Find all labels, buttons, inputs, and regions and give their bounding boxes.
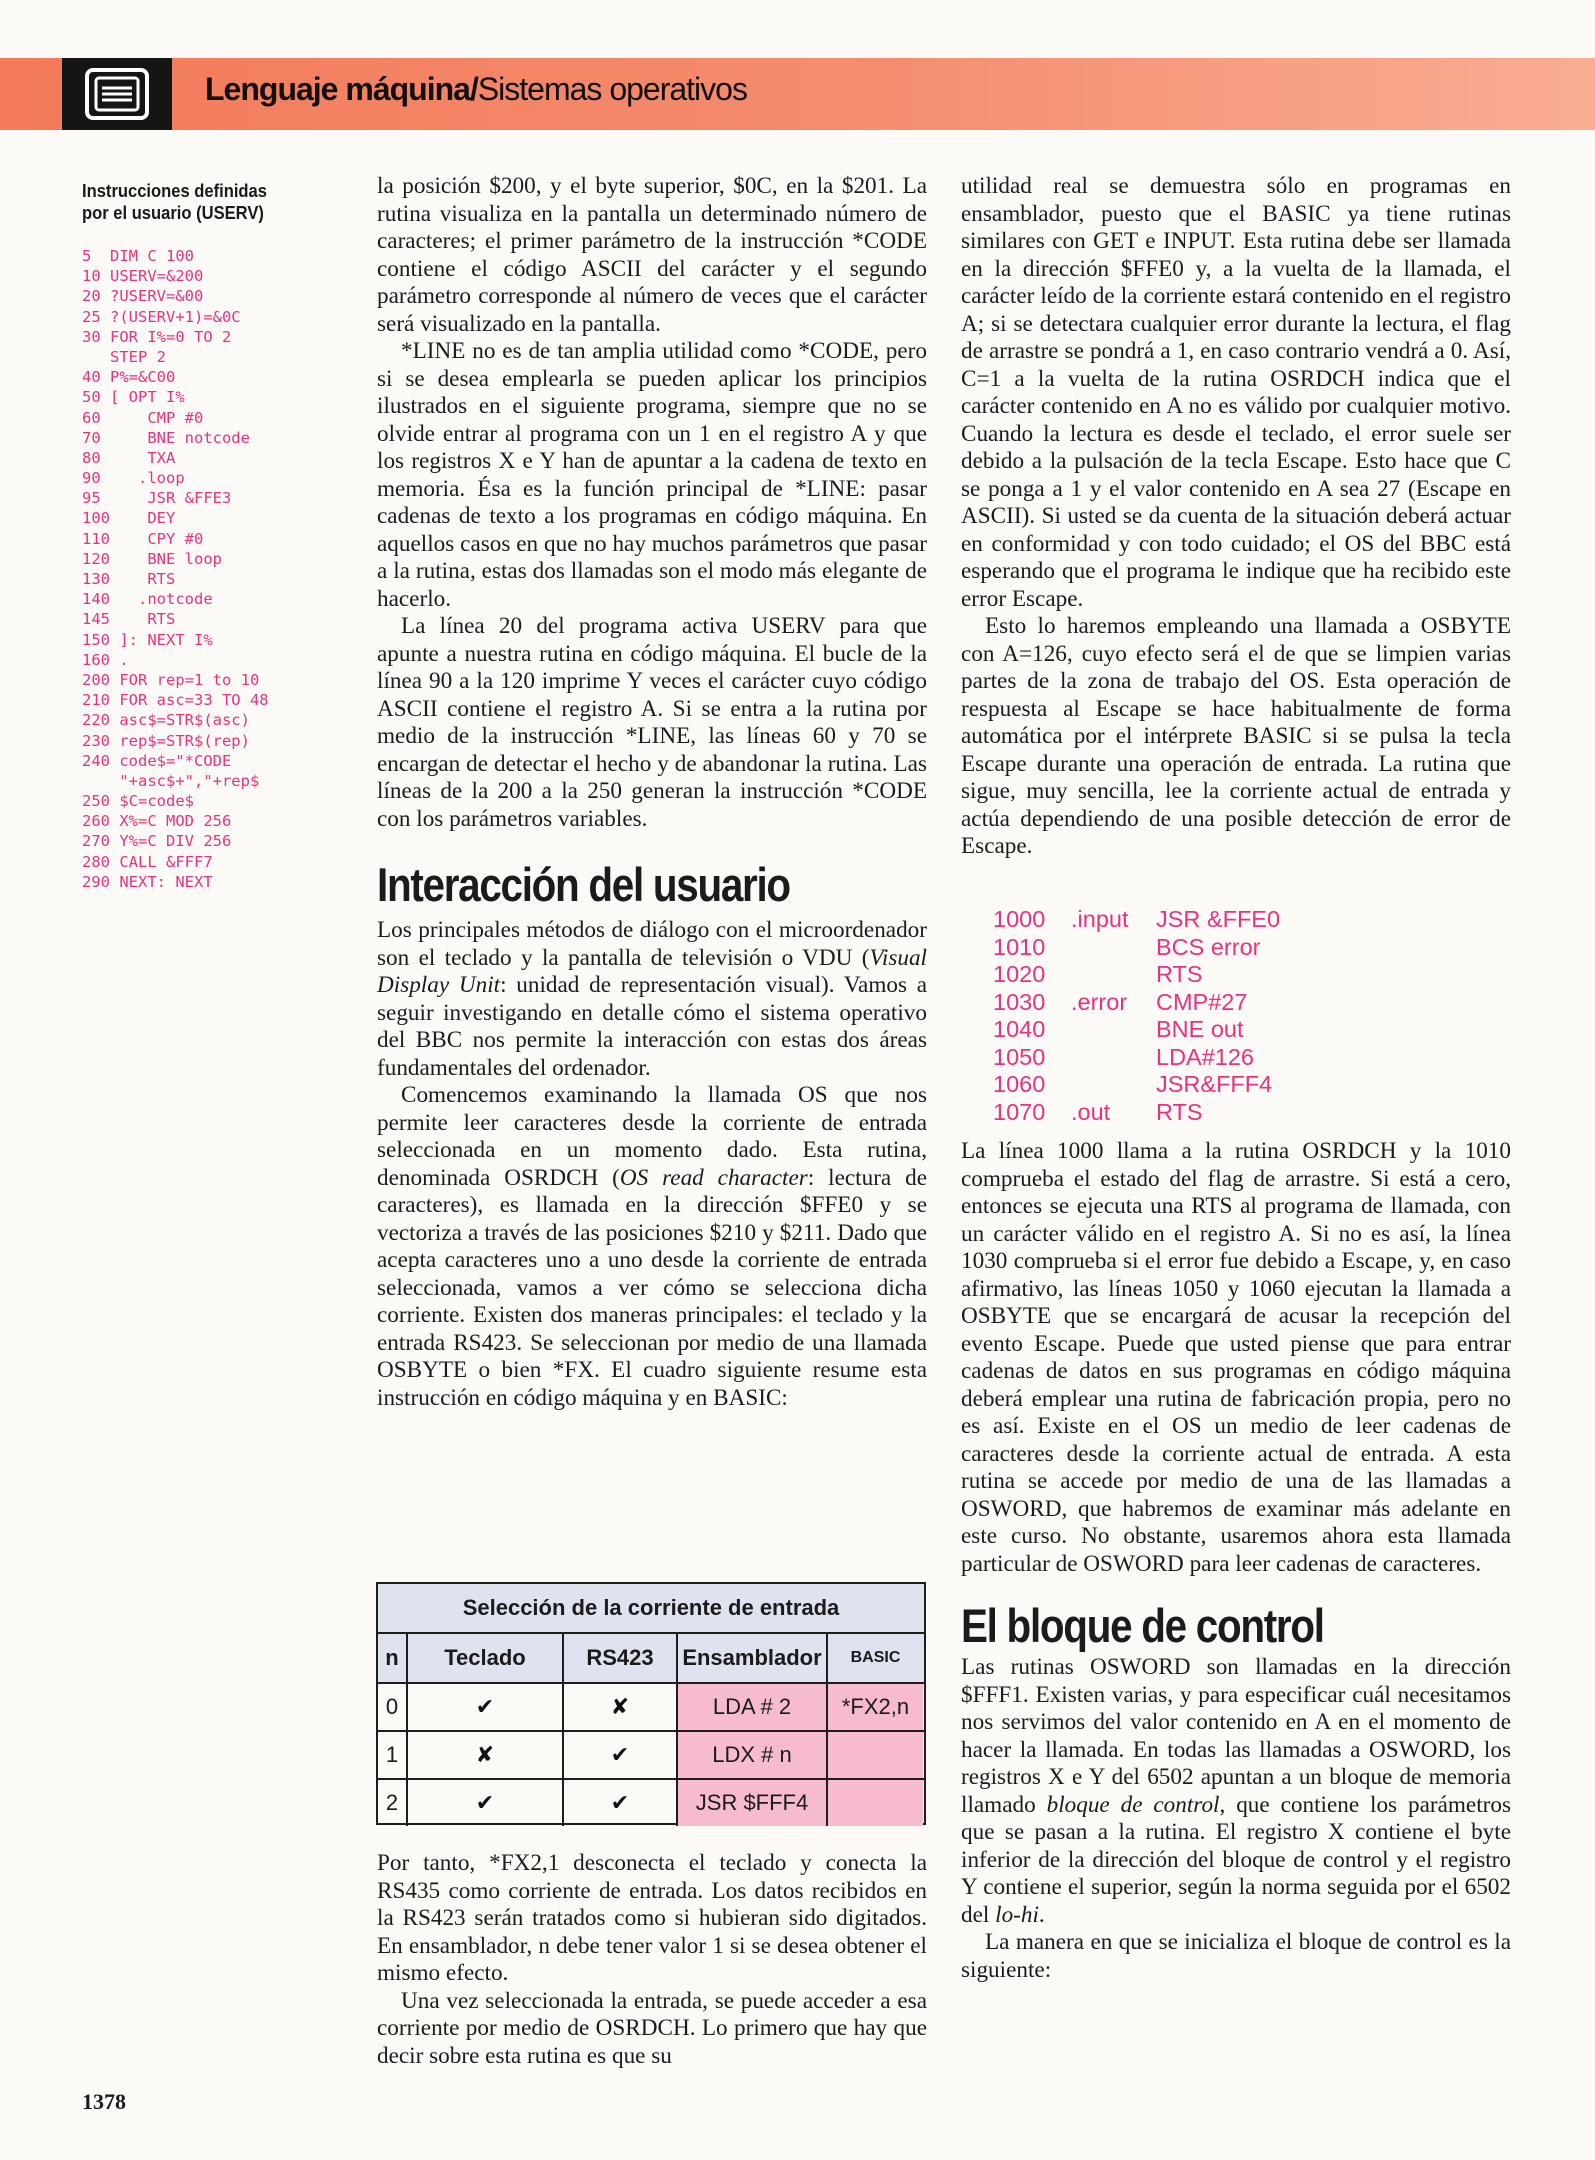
code-line: 20 ?USERV=&00 [82, 287, 204, 306]
paragraph: Los principales métodos de diálogo con el microordenador son el teclado y la pantalla de televisión o VDU (Visual Display Unit: unidad de representación visual). Vamos a seguir investigando en detalle cómo el sistema operativo del BBC nos permite la interacción con estas dos áreas fundamentales del ordenador. [377, 917, 927, 1081]
table-header-row [378, 1634, 924, 1684]
asm-label [1071, 1016, 1156, 1044]
asm-num: 1000 [993, 906, 1046, 932]
code-line: 80 TXA [82, 448, 176, 467]
check-icon: ✔ [564, 1732, 678, 1778]
table-cell-basic [828, 1732, 923, 1778]
code-line: 100 DEY [82, 509, 176, 528]
asm-instr: JSR&FFF4 [1156, 1071, 1273, 1097]
paragraph: Las rutinas OSWORD son llamadas en la dirección $FFF1. Existen varias, y para especificar cuál necesitamos nos servimos del valor contenido en A en el momento de hacer la llamada. En todas las llamadas a OSWORD, los registros X e Y del 6502 apuntan a un bloque de memoria llamado bloque de control, que contiene los parámetros que se pasan a la rutina. El registro X contiene el byte inferior de la dirección del bloque de control y el registro Y contiene el superior, según la norma seguida por el 6502 del lo-hi. [961, 1654, 1511, 1928]
asm-line [993, 1071, 1393, 1099]
asm-line [993, 906, 1393, 934]
asm-num: 1020 [993, 961, 1046, 987]
table-cell-asm: JSR $FFF4 [678, 1780, 828, 1826]
table-title: Selección de la corriente de entrada [378, 1584, 924, 1634]
asm-num: 1010 [993, 933, 1046, 960]
asm-num: 1060 [993, 1071, 1046, 1097]
code-line: 95 JSR &FFE3 [82, 489, 232, 508]
code-line: 140 .notcode [82, 590, 213, 609]
asm-num: 1050 [993, 1043, 1046, 1070]
right-column [961, 173, 1511, 861]
code-line: 130 RTS [82, 570, 176, 588]
asm-instr: RTS [1156, 1098, 1203, 1125]
table-cell-n: 0 [378, 1684, 408, 1730]
asm-line [993, 989, 1393, 1017]
asm-instr: BCS error [1156, 933, 1261, 960]
code-line: STEP 2 [82, 347, 166, 366]
asm-line [993, 1016, 1393, 1044]
code-line: 90 .loop [82, 469, 185, 488]
table-header-cell: Teclado [408, 1634, 564, 1682]
code-line: 145 RTS [82, 610, 176, 629]
asm-num: 1040 [993, 1016, 1046, 1042]
code-line: 260 X%=C MOD 256 [82, 812, 232, 831]
table-row [378, 1780, 924, 1826]
header-title-bold: Lenguaje máquina/ [205, 71, 478, 107]
asm-num: 1070 [993, 1098, 1046, 1125]
asm-line [993, 934, 1393, 962]
section-heading-interaccion: Interacción del usuario [377, 858, 790, 911]
check-icon: ✔ [408, 1684, 564, 1730]
asm-instr: RTS [1156, 961, 1203, 987]
asm-label [1071, 1044, 1156, 1072]
code-line: 150 ]: NEXT I% [82, 630, 213, 649]
code-line: 200 FOR rep=1 to 10 [82, 670, 260, 689]
asm-instr: CMP#27 [1156, 988, 1248, 1015]
code-line: 40 P%=&C00 [82, 368, 176, 387]
asm-instr: JSR &FFE0 [1156, 906, 1281, 932]
page-number: 1378 [82, 2089, 126, 2114]
code-line: 60 CMP #0 [82, 408, 204, 427]
paragraph: La manera en que se inicializa el bloque de control es la siguiente: [961, 1929, 1511, 1983]
code-line: 270 Y%=C DIV 256 [82, 832, 232, 851]
check-icon: ✔ [408, 1780, 564, 1826]
asm-line [993, 1044, 1393, 1072]
code-line: 240 code$="*CODE [82, 751, 232, 770]
table-header-cell: RS423 [564, 1634, 678, 1682]
header-title-regular: Sistemas operativos [477, 71, 747, 107]
table-header-cell: Ensamblador [678, 1634, 828, 1682]
table-cell-basic: *FX2,n [828, 1684, 923, 1730]
userv-code-listing [82, 246, 332, 892]
code-line: 230 rep$=STR$(rep) [82, 731, 250, 750]
paragraph: Una vez seleccionada la entrada, se puede acceder a esa corriente por medio de OSRDCH. Lo primero que hay que decir sobre esta rutina es que su [377, 1987, 927, 2069]
page-header [0, 58, 1595, 130]
check-icon: ✔ [564, 1780, 678, 1826]
code-line: 5 DIM C 100 [82, 247, 194, 265]
code-line: 30 FOR I%=0 TO 2 [82, 327, 232, 346]
code-line: 110 CPY #0 [82, 529, 204, 548]
cross-icon: ✘ [408, 1732, 564, 1778]
code-line: 120 BNE loop [82, 549, 222, 568]
sidebar-title: Instrucciones definidas por el usuario (USERV) [82, 181, 267, 223]
section-heading-bloque: El bloque de control [961, 1599, 1324, 1652]
middle-column-bottom [377, 1850, 927, 2070]
input-selection-table [376, 1582, 926, 1825]
asm-label: .input [1071, 906, 1129, 932]
table-cell-basic [828, 1780, 923, 1826]
table-cell-n: 2 [378, 1780, 408, 1826]
code-line: 220 asc$=STR$(asc) [82, 711, 250, 730]
code-line: 70 BNE notcode [82, 428, 250, 447]
table-header-cell: BASIC [850, 1649, 901, 1666]
paragraph: Comencemos examinando la llamada OS que nos permite leer caracteres desde la corriente de entrada seleccionada en un momento dado. Esta rutina, denominada OSRDCH (OS read character: lectura de caracteres), es llamada en la dirección $FFE0 y se vectoriza a través de las posiciones $210 y $211. Dado que acepta caracteres uno a uno desde la corriente de entrada seleccionada, vamos a ver cómo se selecciona dicha corriente. Existen dos maneras principales: el teclado y la entrada RS423. Se seleccionan por medio de una llamada OSBYTE o bien *FX. El cuadro siguiente resume esta instrucción en código máquina y en BASIC: [377, 1082, 927, 1411]
asm-label: .error [1071, 988, 1128, 1015]
asm-line [993, 961, 1393, 989]
code-line: "+asc$+","+rep$ [82, 771, 260, 790]
table-row [378, 1684, 924, 1732]
table-cell-asm: LDX # n [678, 1732, 828, 1778]
code-line: 25 ?(USERV+1)=&0C [82, 307, 241, 326]
asm-label: .out [1071, 1098, 1111, 1125]
table-header-cell: n [378, 1634, 408, 1682]
code-line: 50 [ OPT I% [82, 388, 185, 407]
code-line: 250 $C=code$ [82, 792, 194, 811]
asm-line [993, 1099, 1393, 1127]
asm-label [1071, 961, 1156, 989]
paragraph: Por tanto, *FX2,1 desconecta el teclado y conecta la RS435 como corriente de entrada. Los datos recibidos en la RS423 serán tratados como si hubieran sido digitados. En ensamblador, n debe tener valor 1 si se desea obtener el mismo efecto. [377, 1850, 927, 1986]
monitor-icon [84, 67, 150, 121]
paragraph: La línea 1000 llama a la rutina OSRDCH y la 1010 comprueba el estado del flag de arrastre. Si está a cero, entonces se ejecuta una RTS al programa de llamada, con un carácter válido en el registro A. Si no es así, la línea 1030 comprueba si el error fue debido a Escape, y, en caso afirmativo, las líneas 1050 y 1060 ejecutan la llamada a OSBYTE que se encargará de acusar la recepción del evento Escape. Puede que usted piense que para entrar cadenas de datos en sus programas en código máquina deberá emplear una rutina de fabricación propia, pero no es así. Existe en el OS un medio de leer cadenas de caracteres desde la corriente actual de entrada. A esta rutina se accede por medio de una de las llamadas a OSWORD, que habremos de examinar más adelante en este curso. No obstante, usaremos ahora esta llamada particular de OSWORD para leer cadenas de caracteres. [961, 1138, 1511, 1577]
paragraph: utilidad real se demuestra sólo en programas en ensamblador, puesto que el BASIC ya tiene rutinas similares con GET e INPUT. Esta rutina debe ser llamada en la dirección $FFE0 y, a la vuelta de la llamada, el carácter leído de la corriente estará contenido en el registro A; si se detectara cualquier error durante la lectura, el flag de arrastre se pondrá a 1, en caso contrario vendrá a 0. Así, C=1 a la vuelta de la rutina OSRDCH indica que el carácter contenido en A no es válido por cualquier motivo. Cuando la lectura es desde el teclado, el error suele ser debido a la pulsación de la tecla Escape. Esto hace que C se ponga a 1 y el valor contenido en A sea 27 (Escape en ASCII). Si usted se da cuenta de la situación deberá actuar en conformidad y con todo cuidado; el OS del BBC está esperando que el programa le indique que ha recibido este error Escape. [961, 173, 1511, 612]
code-line: 290 NEXT: NEXT [82, 872, 213, 891]
asm-label [1071, 934, 1156, 962]
asm-instr: LDA#126 [1156, 1043, 1254, 1070]
right-column-lower [961, 1138, 1511, 1984]
table-cell-asm: LDA # 2 [678, 1684, 828, 1730]
middle-column [377, 173, 927, 1412]
asm-instr: BNE out [1156, 1016, 1244, 1042]
code-line: 280 CALL &FFF7 [82, 852, 213, 871]
asm-num: 1030 [993, 988, 1046, 1015]
code-line: 210 FOR asc=33 TO 48 [82, 691, 269, 710]
assembler-listing [993, 906, 1393, 1126]
cross-icon: ✘ [564, 1684, 678, 1730]
table-row [378, 1732, 924, 1780]
header-icon-box [62, 58, 172, 130]
paragraph: Esto lo haremos empleando una llamada a OSBYTE con A=126, cuyo efecto será el de que se limpien varias partes de la zona de trabajo del OS. Esta operación de respuesta al Escape se hace habitualmente de forma automática por el intérprete BASIC si se pulsa la tecla Escape durante una operación de entrada. La rutina que sigue, muy sencilla, lee la corriente actual de entrada y actúa dependiendo de una posible detección de error de Escape. [961, 613, 1511, 859]
code-line: 160 . [82, 650, 129, 669]
paragraph: la posición $200, y el byte superior, $0C, en la $201. La rutina visualiza en la pantalla un determinado número de caracteres; el primer parámetro de la instrucción *CODE contiene el código ASCII del carácter y el segundo parámetro corresponde al número de veces que el carácter será visualizado en la pantalla. [377, 173, 927, 337]
paragraph: *LINE no es de tan amplia utilidad como *CODE, pero si se desea emplearla se pueden aplicar los principios ilustrados en el siguiente programa, siempre que no se olvide entrar al programa con un 1 en el registro A y que los registros X e Y han de apuntar a la cadena de texto en memoria. Ésa es la función principal de *LINE: pasar cadenas de texto a los programas en código máquina. En aquellos casos en que no hay muchos parámetros que pasar a la rutina, estas dos llamadas son el modo más elegante de hacerlo. [377, 338, 927, 612]
paragraph: La línea 20 del programa activa USERV para que apunte a nuestra rutina en código máquina. El bucle de la línea 90 a la 120 imprime Y veces el carácter cuyo código ASCII contiene el registro A. Si se entra a la rutina por medio de la instrucción *LINE, las líneas 60 y 70 se encargan de detectar el hecho y de abandonar la rutina. Las líneas de la 200 a la 250 generan la instrucción *CODE con los parámetros variables. [377, 613, 927, 832]
code-line: 10 USERV=&200 [82, 267, 204, 286]
asm-label [1071, 1071, 1156, 1099]
table-cell-n: 1 [378, 1732, 408, 1778]
header-title [205, 71, 747, 108]
